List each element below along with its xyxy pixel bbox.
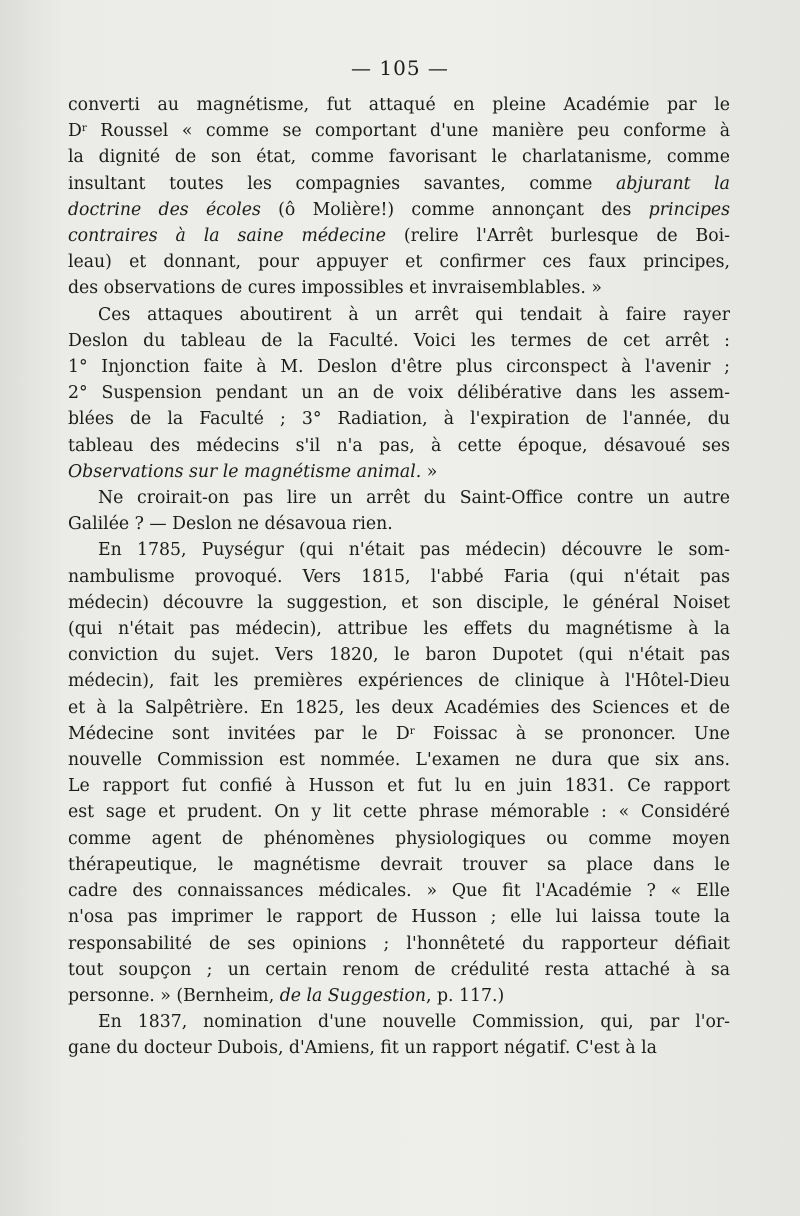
body-text: [68, 92, 730, 1062]
text-line: $D^r$ Roussel « comme se comportant d'une manière peu conforme à: [68, 121, 730, 142]
text-line: leau) et donnant, pour appuyer et confirmer ces faux principes,: [68, 252, 730, 273]
text-line: nambulisme provoqué. Vers 1815, l'abbé Faria (qui n'était pas: [68, 566, 730, 587]
text-line: gane du docteur Dubois, d'Amiens, fit un rapport négatif. C'est à la: [68, 1038, 657, 1059]
paragraph: [68, 1009, 730, 1061]
text-line: comme agent de phénomènes physiologiques ou comme moyen: [68, 828, 730, 849]
text-line: et à la Salpêtrière. En 1825, les deux Académies des Sciences et de: [68, 697, 730, 718]
text-line: médecin) découvre la suggestion, et son disciple, le général Noiset: [68, 592, 730, 613]
text-line: conviction du sujet. Vers 1820, le baron Dupotet (qui n'était pas: [68, 645, 730, 666]
text-line: personne. » (Bernheim, de la Suggestion, p. 117.): [68, 985, 505, 1006]
text-line: médecin), fait les premières expériences de clinique à l'Hôtel-Dieu: [68, 671, 730, 692]
text-line: doctrine des écoles (ô Molière!) comme annonçant des principes: [68, 199, 730, 220]
text-line: des observations de cures impossibles et invraisemblables. »: [68, 278, 602, 299]
text-line: Ne croirait-on pas lire un arrêt du Saint-Office contre un autre: [98, 488, 730, 509]
text-line: insultant toutes les compagnies savantes, comme abjurant la: [68, 173, 730, 194]
text-line: Deslon du tableau de la Faculté. Voici les termes de cet arrêt :: [68, 330, 730, 351]
text-line: contraires à la saine médecine (relire l'Arrêt burlesque de Boi-: [68, 226, 730, 247]
text-line: responsabilité de ses opinions ; l'honnêteté du rapporteur défiait: [68, 933, 730, 954]
text-line: Médecine sont invitées par le $D^r$ Foissac à se prononcer. Une: [68, 723, 730, 744]
text-line: n'osa pas imprimer le rapport de Husson ; elle lui laissa toute la: [68, 907, 730, 928]
text-line: blées de la Faculté ; 3° Radiation, à l'expiration de l'année, du: [68, 409, 730, 430]
paragraph: [68, 485, 730, 537]
text-line: converti au magnétisme, fut attaqué en pleine Académie par le: [68, 95, 730, 115]
text-line: (qui n'était pas médecin), attribue les effets du magnétisme à la: [68, 619, 730, 640]
text-line: tableau des médecins s'il n'a pas, à cette époque, désavoué ses: [68, 435, 730, 456]
text-line: thérapeutique, le magnétisme devrait trouver sa place dans le: [68, 854, 730, 875]
text-line: 1° Injonction faite à M. Deslon d'être plus circonspect à l'avenir ;: [68, 357, 730, 378]
text-line: Le rapport fut confié à Husson et fut lu en juin 1831. Ce rapport: [68, 776, 730, 797]
text-line: est sage et prudent. On y lit cette phrase mémorable : « Considéré: [68, 802, 730, 823]
text-line: En 1785, Puységur (qui n'était pas médecin) découvre le som-: [98, 540, 730, 561]
paragraph: [68, 302, 730, 485]
text-line: Ces attaques aboutirent à un arrêt qui tendait à faire rayer: [98, 304, 730, 325]
text-line: nouvelle Commission est nommée. L'examen ne dura que six ans.: [68, 750, 730, 771]
page-number: — 105 —: [351, 56, 449, 80]
text-line: Galilée ? — Deslon ne désavoua rien.: [68, 514, 393, 535]
text-line: 2° Suspension pendant un an de voix délibérative dans les assem-: [68, 383, 730, 404]
text-line: tout soupçon ; un certain renom de crédulité resta attaché à sa: [68, 959, 730, 980]
paragraph: [68, 92, 730, 302]
text-line: Observations sur le magnétisme animal. »: [68, 461, 438, 482]
paragraph: [68, 537, 730, 1009]
text-line: cadre des connaissances médicales. » Que fit l'Académie ? « Elle: [68, 881, 730, 902]
text-line: En 1837, nomination d'une nouvelle Commission, qui, par l'or-: [98, 1012, 730, 1033]
text-line: la dignité de son état, comme favorisant le charlatanisme, comme: [68, 147, 730, 168]
